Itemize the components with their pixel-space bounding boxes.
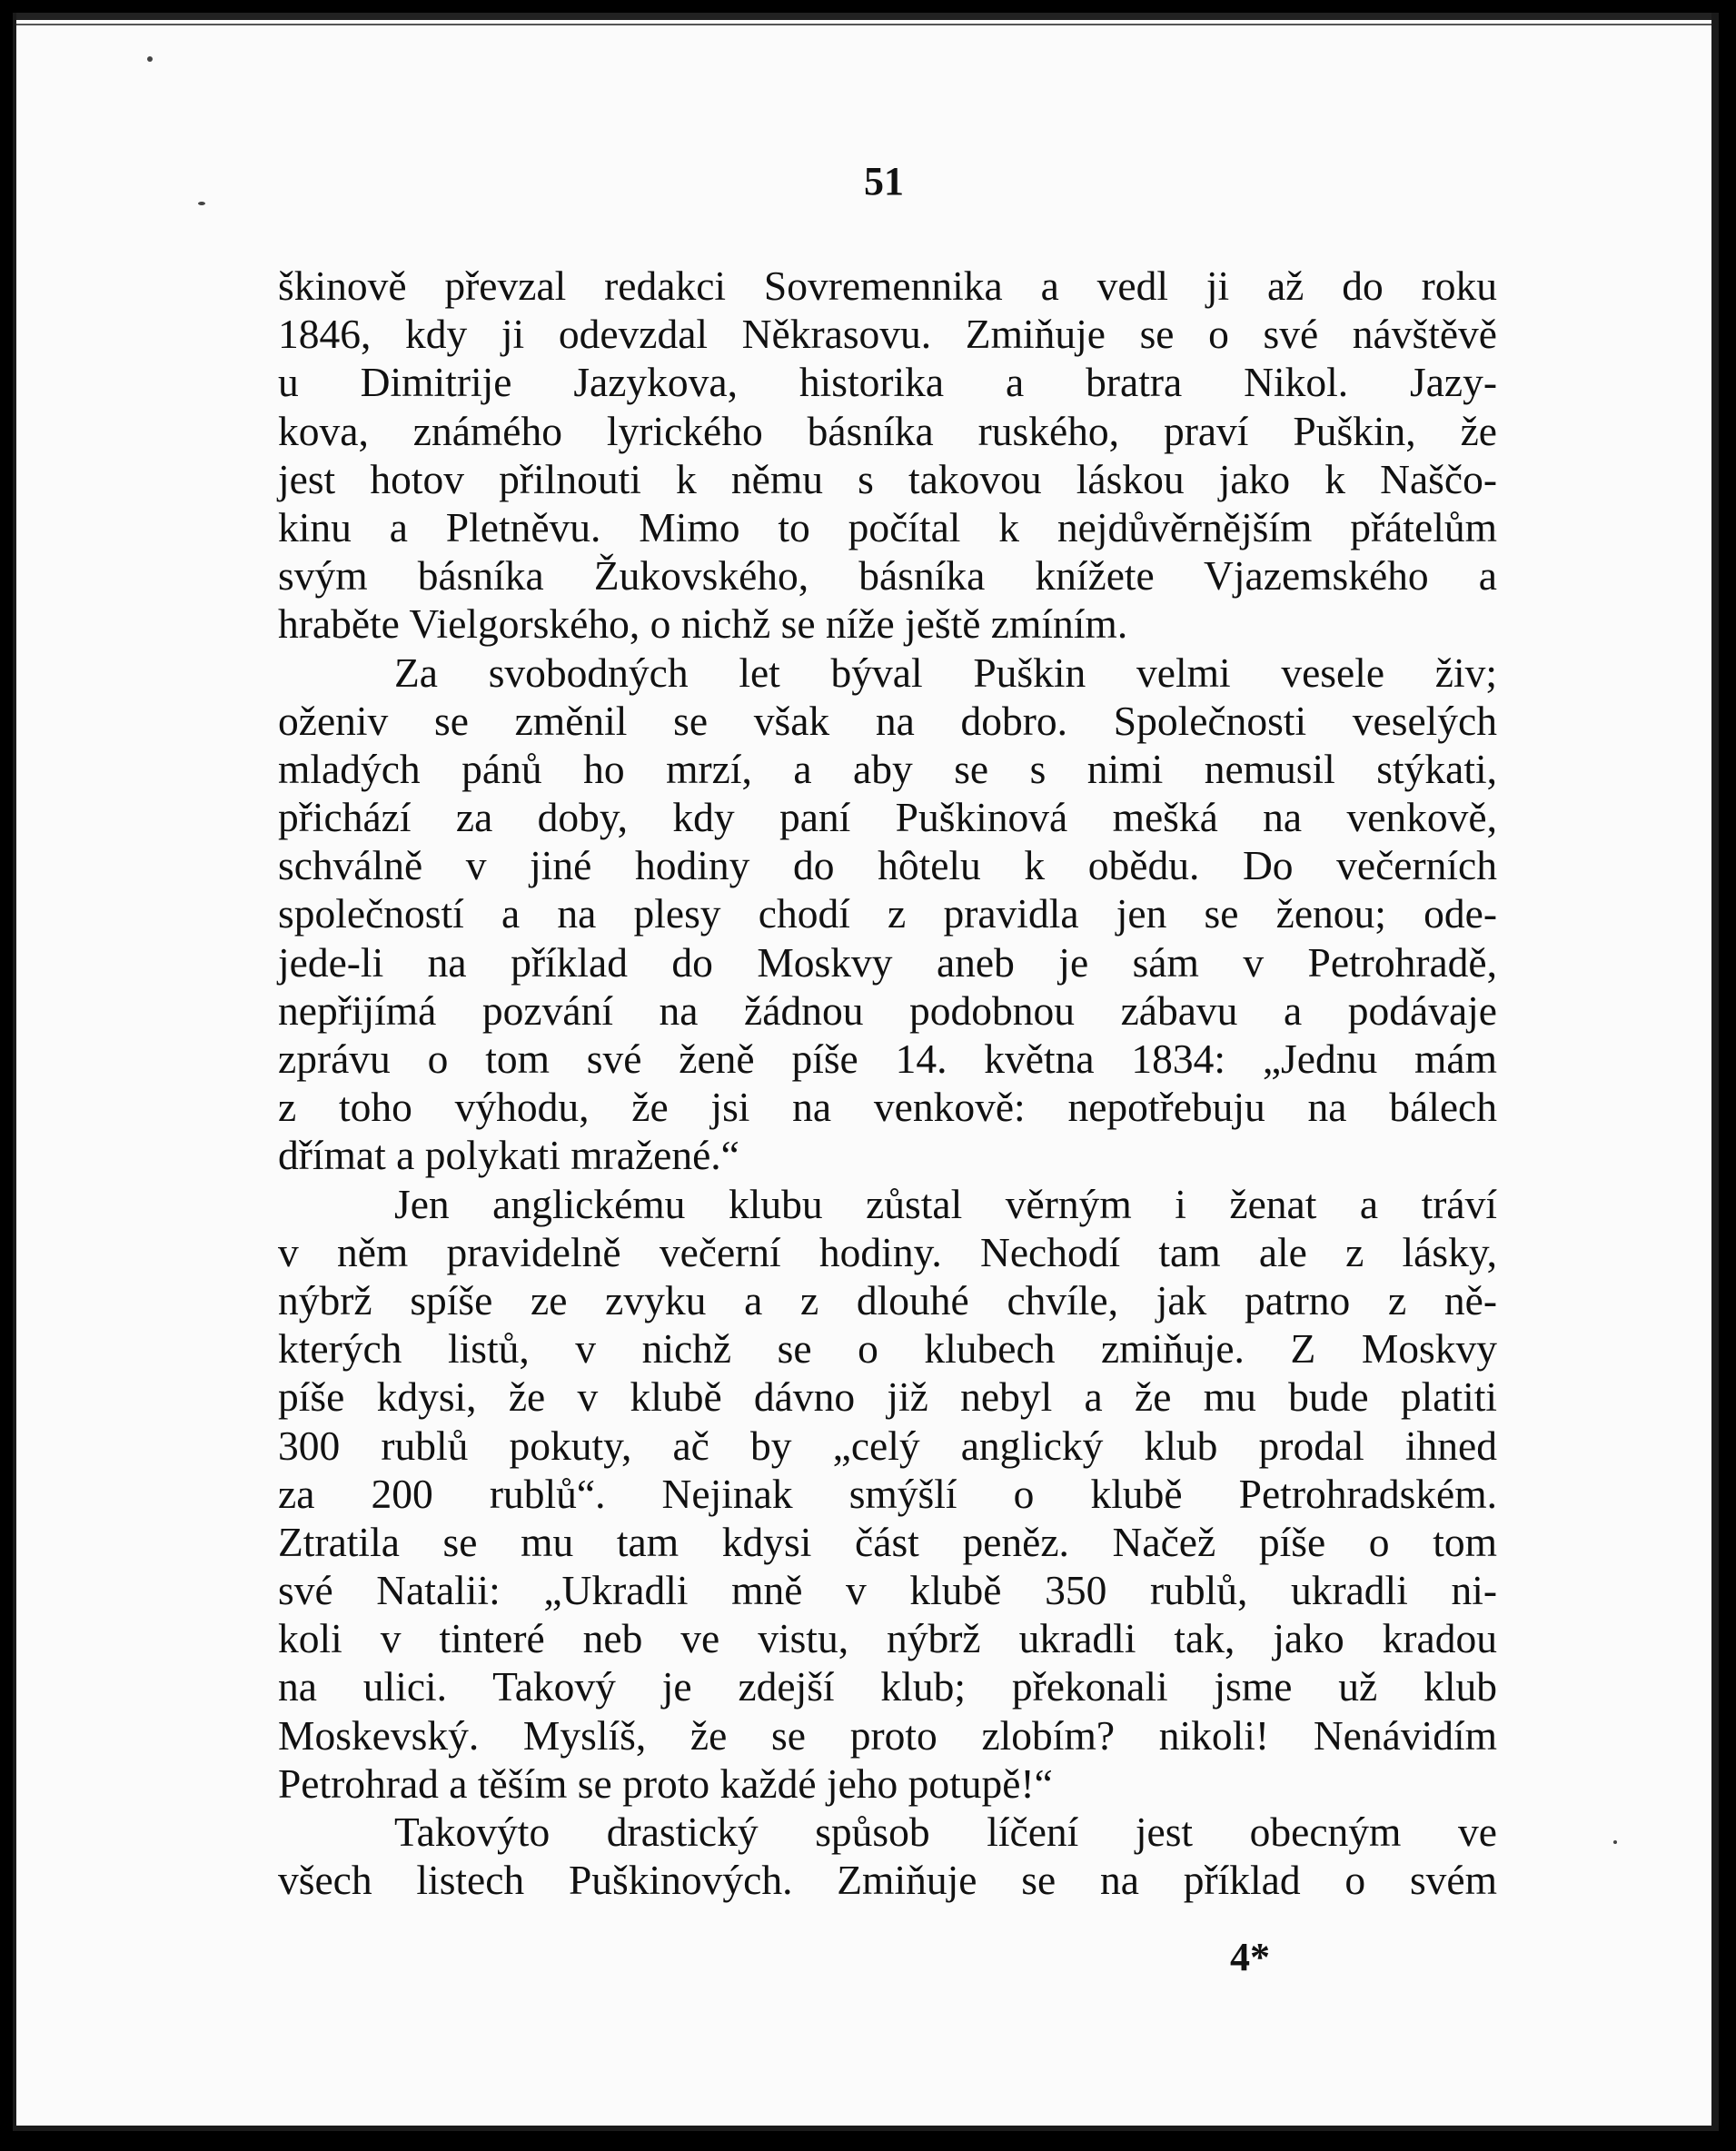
text-line: nepřijímá pozvání na žádnou podobnou zábavu a podávaje (278, 986, 1497, 1034)
text-line: píše kdysi, že v klubě dávno již nebyl a že mu bude platiti (278, 1373, 1497, 1421)
text-line: na ulici. Takový je zdejší klub; překonali jsme už klub (278, 1663, 1497, 1710)
scan-right-border (1711, 13, 1719, 2131)
text-line: Takovýto drastický spůsob líčení jest obecným ve (394, 1809, 1497, 1855)
text-line: kterých listů, v nichž se o klubech zmiňuje. Z Moskvy (278, 1325, 1497, 1373)
text-line: společností a na plesy chodí z pravidla jen se ženou; ode- (278, 890, 1497, 937)
scan-top-rule (13, 24, 1719, 25)
text-line: z toho výhodu, že jsi na venkově: nepotřebuju na bálech (278, 1084, 1497, 1131)
text-line: oženiv se změnil se však na dobro. Společnosti veselých (278, 697, 1497, 744)
text-line: Jen anglickému klubu zůstal věrným i ženat a tráví (394, 1180, 1497, 1227)
text-line: svým básníka Žukovského, básníka knížete Vjazemského a (278, 552, 1497, 600)
scan-top-border (13, 13, 1719, 20)
text-line: Za svobodných let býval Puškin velmi vesele živ; (394, 649, 1497, 696)
book-page (13, 13, 1719, 2131)
text-line: 1846, kdy ji odevzdal Někrasovu. Zmiňuje se o své návštěvě (278, 311, 1497, 358)
scan-left-border (13, 13, 16, 2131)
text-line: své Natalii: „Ukradli mně v klubě 350 rublů, ukradli ni- (278, 1567, 1497, 1614)
scan-speck (147, 56, 153, 62)
text-line: nýbrž spíše ze zvyku a z dlouhé chvíle, jak patrno z ně- (278, 1276, 1497, 1323)
text-line: kova, známého lyrického básníka ruského, praví Puškin, že (278, 407, 1497, 454)
signature-mark: 4* (1230, 1935, 1270, 1979)
body-text (278, 262, 1497, 1904)
text-line: hraběte Vielgorského, o nichž se níže ještě zmíním. (278, 600, 1128, 648)
scan-speck (1613, 1840, 1617, 1844)
text-line: koli v tinteré neb ve vistu, nýbrž ukradli tak, jako kradou (278, 1615, 1497, 1662)
text-line: schválně v jiné hodiny do hôtelu k obědu. Do večerních (278, 842, 1497, 889)
text-line: přichází za doby, kdy paní Puškinová mešká na venkově, (278, 794, 1497, 841)
text-line: za 200 rublů“. Nejinak smýšlí o klubě Petrohradském. (278, 1470, 1497, 1517)
text-line: zprávu o tom své ženě píše 14. května 1834: „Jednu mám (278, 1036, 1497, 1082)
text-line: dřímat a polykati mražené.“ (278, 1132, 739, 1179)
text-line: jede-li na příklad do Moskvy aneb je sám v Petrohradě, (278, 938, 1497, 986)
text-line: mladých pánů ho mrzí, a aby se s nimi nemusil stýkati, (278, 745, 1497, 792)
text-line: Ztratila se mu tam kdysi část peněz. Načež píše o tom (278, 1518, 1497, 1565)
text-line: jest hotov přilnouti k němu s takovou láskou jako k Naščo- (278, 455, 1497, 502)
text-line: v něm pravidelně večerní hodiny. Nechodí tam ale z lásky, (278, 1228, 1497, 1275)
text-line: u Dimitrije Jazykova, historika a bratra Nikol. Jazy- (278, 359, 1497, 406)
text-line: Petrohrad a těším se proto každé jeho potupě!“ (278, 1759, 1053, 1807)
page-number: 51 (864, 159, 904, 203)
scan-bottom-border (13, 2126, 1719, 2131)
text-line: Moskevský. Myslíš, že se proto zlobím? nikoli! Nenávidím (278, 1711, 1497, 1759)
text-line: všech listech Puškinových. Zmiňuje se na příklad o svém (278, 1857, 1497, 1904)
text-line: kinu a Pletněvu. Mimo to počítal k nejdůvěrnějším přátelům (278, 503, 1497, 550)
text-line: 300 rublů pokuty, ač by „celý anglický klub prodal ihned (278, 1422, 1497, 1469)
text-line: škinově převzal redakci Sovremennika a vedl ji až do roku (278, 263, 1497, 309)
